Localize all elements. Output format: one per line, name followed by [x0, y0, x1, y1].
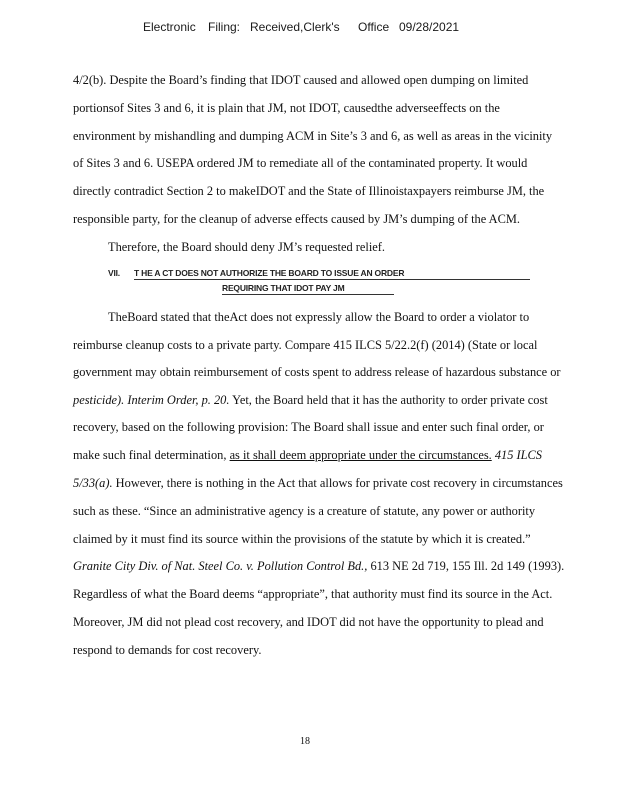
header-date: 09/28/2021 — [399, 20, 460, 34]
text-line: such as these. “Since an administrative agency is a creature of statute, any power or authority — [73, 504, 536, 518]
text-line: Regardless of what the Board deems “appropriate”, that authority must find its source in the Act. — [73, 587, 553, 601]
text-line: reimburse cleanup costs to a private party. Compare 415 ILCS 5/22.2(f) (2014) (State or local — [73, 338, 538, 352]
header-filing: Filing: — [208, 20, 241, 34]
section-number: VII. — [108, 268, 120, 278]
section-heading-line2: REQUIRING THAT IDOT PAY JM — [222, 283, 345, 293]
citation-italic: 415 ILCS — [491, 448, 542, 462]
citation-italic: 5/33(a). — [73, 476, 113, 490]
header-electronic: Electronic — [143, 20, 196, 34]
conclusion-line: Therefore, the Board should deny JM’s requested relief. — [108, 240, 385, 254]
text-line: recovery, based on the following provision: The Board shall issue and enter such final order, or — [73, 420, 544, 434]
text-line: Moreover, JM did not plead cost recovery, and IDOT did not have the opportunity to plead and — [73, 615, 544, 629]
text-line — [73, 394, 548, 406]
header-office: Office — [358, 20, 390, 34]
heading-rule — [134, 279, 530, 280]
text-line: TheBoard stated that theAct does not expressly allow the Board to order a violator to — [108, 310, 530, 324]
text-line: claimed by it must find its source within the provisions of the statute by which it is created.” — [73, 532, 531, 546]
text-line: directly contradict Section 2 to makeIDOT and the State of Illinoistaxpayers reimburse JM, the — [73, 184, 545, 198]
text-line — [73, 560, 564, 572]
text-line: 4/2(b). Despite the Board’s finding that IDOT caused and allowed open dumping on limited — [73, 73, 529, 87]
text-line — [73, 477, 563, 489]
header-received: Received,Clerk's — [250, 20, 340, 34]
text-line: environment by mishandling and dumping ACM in Site’s 3 and 6, as well as areas in the vicinity — [73, 129, 553, 143]
text-span: Yet, the Board held that it has the authority to order private cost — [229, 393, 548, 407]
quoted-provision: as it shall deem appropriate under the circumstances. — [229, 448, 492, 462]
page-number: 18 — [300, 736, 310, 747]
text-line: responsible party, for the cleanup of adverse effects caused by JM’s dumping of the ACM. — [73, 212, 520, 226]
text-span: make such final determination, — [73, 448, 230, 462]
text-line: government may obtain reimbursement of costs spent to address release of hazardous substance or — [73, 365, 561, 379]
section-heading-line1: T HE A CT DOES NOT AUTHORIZE THE BOARD TO ISSUE AN ORDER — [134, 268, 405, 278]
text-line — [73, 449, 542, 461]
citation-italic: pesticide). Interim Order, p. 20. — [73, 393, 230, 407]
text-line: portionsof Sites 3 and 6, it is plain that JM, not IDOT, causedthe adverseeffects on the — [73, 101, 500, 115]
text-span: However, there is nothing in the Act that allows for private cost recovery in circumstances — [112, 476, 563, 490]
text-line: of Sites 3 and 6. USEPA ordered JM to remediate all of the contaminated property. It would — [73, 156, 528, 170]
heading-rule — [222, 294, 394, 295]
text-line: respond to demands for cost recovery. — [73, 643, 262, 657]
case-citation: Granite City Div. of Nat. Steel Co. v. Pollution Control Bd., — [73, 559, 368, 573]
text-span: 613 NE 2d 719, 155 Ill. 2d 149 (1993). — [367, 559, 565, 573]
